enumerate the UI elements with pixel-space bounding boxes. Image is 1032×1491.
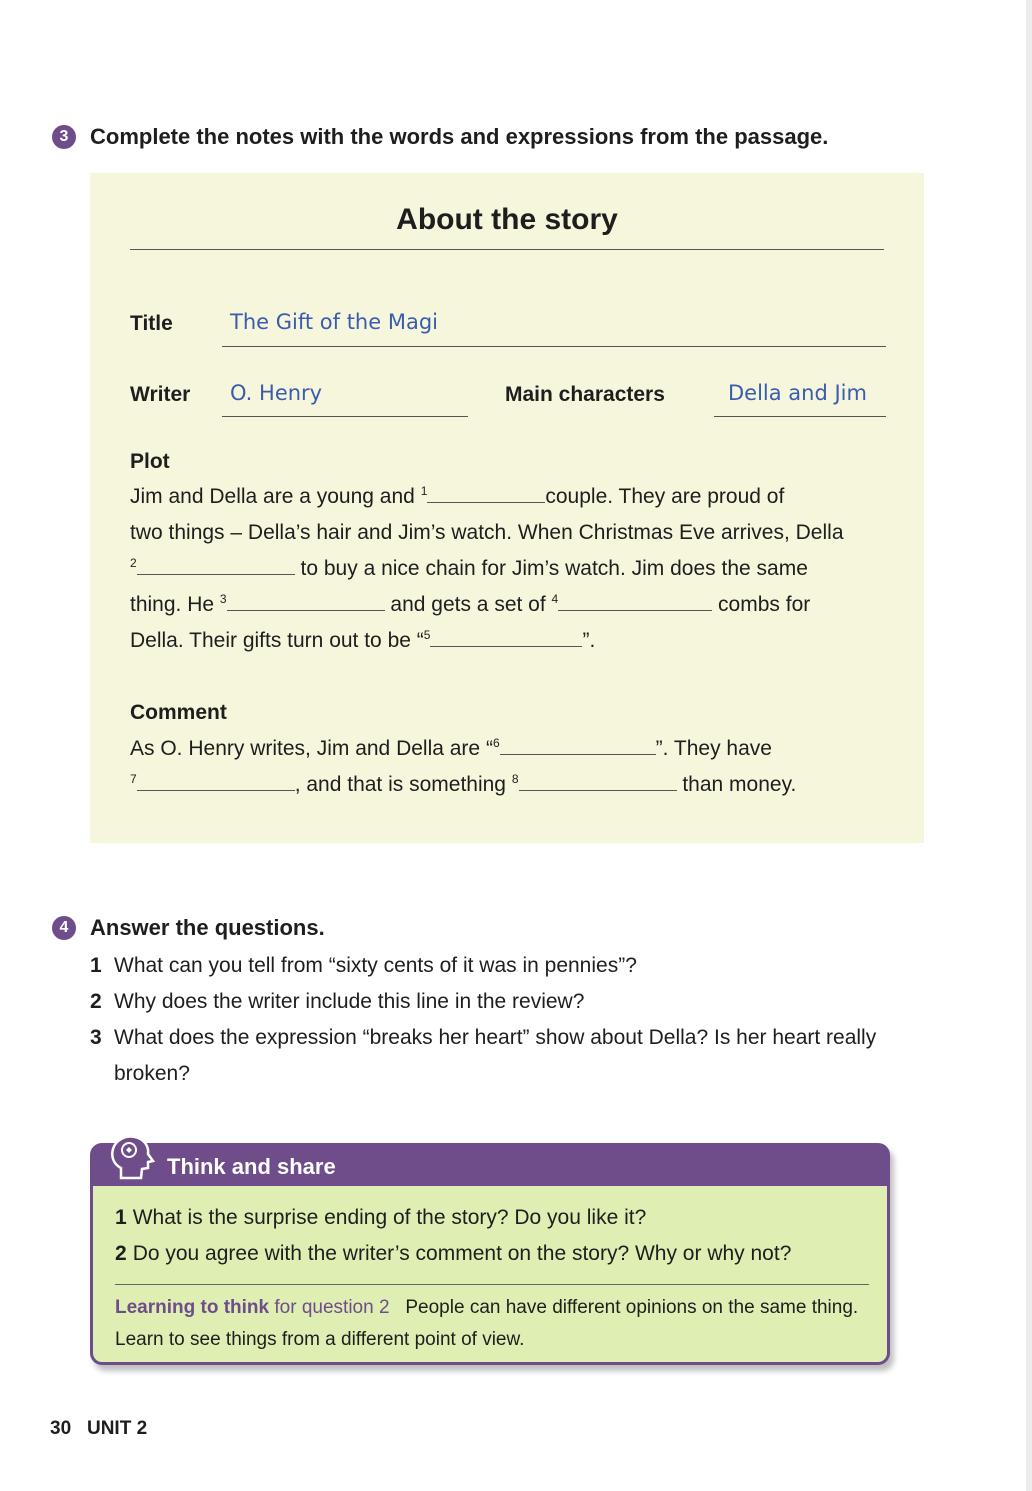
plot-line-5: Della. Their gifts turn out to be “$^5$ ”. [130,628,596,652]
page-footer [50,1418,147,1440]
blank-4[interactable] [558,590,712,611]
blank-2[interactable] [137,554,295,575]
characters-answer: Della and Jim [728,381,867,405]
title-answer: The Gift of the Magi [230,310,438,334]
unit-label: UNIT 2 [86,1418,148,1439]
title-line [222,346,886,347]
think-header [93,1146,887,1186]
characters-line [714,416,886,417]
exercise-3-instruction: Complete the notes with the words and expressions from the passage. [90,124,829,149]
question-item: 2 Why does the writer include this line in the review? [90,990,585,1013]
blank-6[interactable] [500,734,656,755]
page-edge [1026,0,1032,1491]
plot-paragraph [130,479,844,659]
writer-line [222,416,468,417]
comment-paragraph [130,731,796,803]
think-question: 1 What is the surprise ending of the story? Do you like it? [115,1206,647,1229]
comment-line-1: As O. Henry writes, Jim and Della are “$^6$ ”. They have [130,736,772,760]
question-item: 1 What can you tell from “sixty cents of it was in pennies”? [90,954,637,977]
title-label: Title [130,312,173,335]
exercise-4-number: 4 [52,916,76,940]
plot-label: Plot [130,450,170,473]
characters-label: Main characters [505,383,665,406]
question-list [90,948,924,1092]
page-number: 30 [50,1418,72,1439]
blank-3[interactable] [227,590,385,611]
exercise-3-number: 3 [52,125,76,149]
think-title: Think and share [167,1154,336,1179]
title-underline [130,249,884,250]
question-item: 3 What does the expression “breaks her heart” show about Della? Is her heart really broken? [90,1026,877,1085]
thinking-head-icon [107,1134,159,1184]
plot-line-3: $^2$ to buy a nice chain for Jim’s watch. Jim does the same [130,556,808,580]
comment-line-2: $^7$ , and that is something $^8$ than money. [130,772,797,796]
think-and-share-box [90,1143,890,1365]
learning-to-think: Learning to think for question 2 People can have different opinions on the same thing. Learn to see things from a different point of view. [115,1297,859,1350]
exercise-4-instruction: Answer the questions. [90,915,325,940]
blank-8[interactable] [519,770,677,791]
notes-title: About the story [396,203,618,236]
blank-5[interactable] [430,626,582,647]
plot-line-4: thing. He $^3$ and gets a set of $^4$ combs for [130,592,811,616]
comment-label: Comment [130,701,227,724]
blank-7[interactable] [137,770,295,791]
think-question: 2 Do you agree with the writer’s comment on the story? Why or why not? [115,1242,792,1265]
blank-1[interactable] [427,482,545,503]
plot-line-2: two things – Della’s hair and Jim’s watch. When Christmas Eve arrives, Della [130,521,844,544]
notes-box [90,173,924,843]
plot-line-1: Jim and Della are a young and $^1$ couple. They are proud of [130,484,785,508]
writer-answer: O. Henry [230,381,323,405]
think-divider [115,1284,869,1285]
writer-label: Writer [130,383,191,406]
